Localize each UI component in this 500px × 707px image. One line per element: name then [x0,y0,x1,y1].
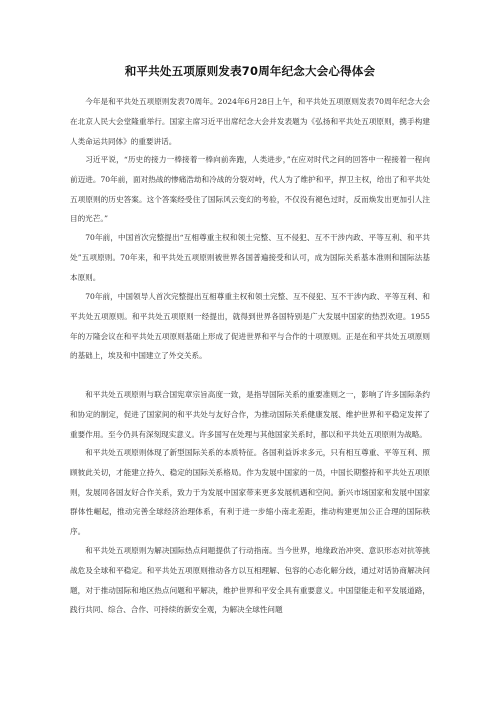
paragraph-6: 和平共处五项原则体现了新型国际关系的本质特征。各国利益诉求多元，只有相互尊重、平等互利、照顾彼此关切，才能建立持久、稳定的国际关系格局。作为发展中国家的一员，中国长期整持和平共处五项原则，发展同各国友好合作关系，致力于为发展中国家带来更多发展机遇和空间。新兴市场国家和发展中国家群体性崛起，推动完善全球经济治理体系，有利于进一步缩小南北差距，推动构建更加公正合理的国际秩序。 [70,448,430,537]
paragraph-5: 和平共处五项原则与联合国宪章宗旨高度一致，是指导国际关系的重要准则之一，影响了许多国际条约和协定的制定，促进了国家间的和平共处与友好合作，为推动国际关系健康发展、维护世界和平稳定发挥了重要作用。至今仍具有深刻现实意义。许多国写在处理与其他国家关系时，都以和平共处五项原则为战略。 [70,390,430,439]
paragraph-7: 和平共处五项原则为解决国际热点问题提供了行动指南。当今世界，地缘政治冲突、意识形态对抗等挑战危及全球和平稳定。和平共处五项原则推动各方以互相理解、包容的心态化解分歧，通过对话协商解决问题，对于推动国际和地区热点问题和平解决，维护世界和平安全具有重要意义。中国望能走和平发展道路，践行共同、综合、合作、可持续的新安全观，为解决全球性问题 [70,546,430,615]
paragraph-4: 70年前，中国领导人首次完整提出互相尊重主权和领土完整、互不侵犯、互不干涉内政、平等互利、和平共处五项原则。和平共处五项原则一经提出，就得到世界各国特别是广大发展中国家的热烈欢迎。1955年的万隆会议在和平共处五项原则基础上形成了促进世界和平与合作的十项原则。正是在和平共处五项原则的基础上，埃及和中国建立了外交关系。 [70,292,430,361]
paragraph-1: 今年是和平共处五项原则发表70周年。2024年6月28日上午，和平共处五项原则发表70周年纪念大会在北京人民大会堂隆重举行。国家主席习近平出席纪念大会并发表题为《弘扬和平共处五项原则，携手构建人类命运共同体》的重要讲话。 [70,97,430,146]
document-title: 和平共处五项原则发表70周年纪念大会心得体会 [124,64,376,78]
paragraph-2: 习近平说，“历史的接力一棒接着一棒向前奔跑，人类进步，”在应对时代之问的回答中一程接着一程向前迈进。70年前，面对热战的惨痛浩劫和冷战的分裂对峙，代人为了维护和平，捍卫主权，给出了和平共处五项原则的历史答案。这个答案经受住了国际风云变幻的考验，不仅没有褪色过时，反而焕发出更加引人注目的光芒。” [70,155,430,224]
paragraph-3: 70年前，中国首次完整提出“互相尊重主权和领土完整、互不侵犯、互不干涉内政、平等互利、和平共处”五项原则。70年来，和平共处五项原则被世界各国普遍接受和认可，成为国际关系基本准则和国际法基本原则。 [70,233,430,282]
